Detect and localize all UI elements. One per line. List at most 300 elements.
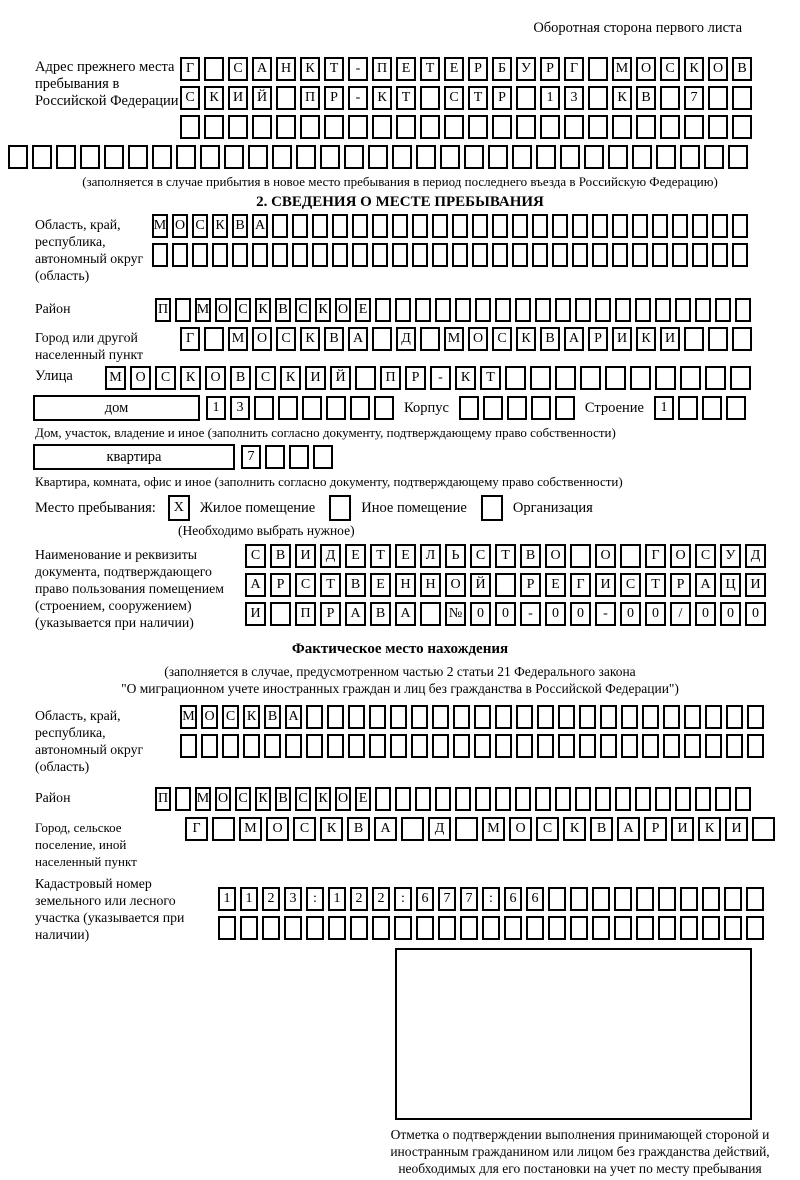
char-cell[interactable] bbox=[512, 214, 528, 238]
char-cell[interactable] bbox=[724, 916, 742, 940]
char-cell[interactable]: Й bbox=[330, 366, 351, 390]
char-cell[interactable]: С bbox=[222, 705, 239, 729]
char-cell[interactable]: С bbox=[295, 787, 311, 811]
char-cell[interactable] bbox=[570, 916, 588, 940]
char-cell[interactable]: 6 bbox=[526, 887, 544, 911]
char-cell[interactable] bbox=[570, 544, 591, 568]
char-cell[interactable] bbox=[507, 396, 527, 420]
char-cell[interactable] bbox=[432, 243, 448, 267]
char-cell[interactable] bbox=[432, 214, 448, 238]
char-cell[interactable] bbox=[292, 214, 308, 238]
char-cell[interactable]: С bbox=[192, 214, 208, 238]
char-cell[interactable]: 7 bbox=[460, 887, 478, 911]
char-cell[interactable] bbox=[708, 86, 728, 110]
char-cell[interactable]: В bbox=[540, 327, 560, 351]
char-cell[interactable] bbox=[348, 734, 365, 758]
char-cell[interactable] bbox=[620, 544, 641, 568]
char-cell[interactable]: 1 bbox=[654, 396, 674, 420]
char-cell[interactable]: Т bbox=[420, 57, 440, 81]
char-cell[interactable]: - bbox=[430, 366, 451, 390]
char-cell[interactable]: И bbox=[725, 817, 748, 841]
char-cell[interactable]: 0 bbox=[495, 602, 516, 626]
char-cell[interactable] bbox=[172, 243, 188, 267]
char-cell[interactable]: 2 bbox=[372, 887, 390, 911]
char-cell[interactable]: К bbox=[372, 86, 392, 110]
char-cell[interactable] bbox=[584, 145, 604, 169]
char-cell[interactable]: Г bbox=[564, 57, 584, 81]
char-cell[interactable] bbox=[372, 327, 392, 351]
char-cell[interactable]: М bbox=[195, 298, 211, 322]
char-cell[interactable]: М bbox=[152, 214, 168, 238]
char-cell[interactable] bbox=[300, 115, 320, 139]
char-cell[interactable]: Н bbox=[420, 573, 441, 597]
char-cell[interactable]: К bbox=[255, 787, 271, 811]
char-cell[interactable] bbox=[532, 214, 548, 238]
char-cell[interactable]: Е bbox=[396, 57, 416, 81]
char-cell[interactable] bbox=[320, 145, 340, 169]
char-cell[interactable] bbox=[605, 366, 626, 390]
char-cell[interactable] bbox=[495, 734, 512, 758]
char-cell[interactable]: А bbox=[252, 214, 268, 238]
char-cell[interactable]: 1 bbox=[328, 887, 346, 911]
char-cell[interactable] bbox=[579, 734, 596, 758]
char-cell[interactable] bbox=[440, 145, 460, 169]
char-cell[interactable] bbox=[572, 243, 588, 267]
char-cell[interactable] bbox=[420, 327, 440, 351]
char-cell[interactable] bbox=[452, 214, 468, 238]
char-cell[interactable] bbox=[615, 787, 631, 811]
char-cell[interactable]: С bbox=[235, 298, 251, 322]
char-cell[interactable] bbox=[348, 115, 368, 139]
char-cell[interactable]: К bbox=[243, 705, 260, 729]
char-cell[interactable] bbox=[395, 787, 411, 811]
char-cell[interactable]: В bbox=[270, 544, 291, 568]
char-cell[interactable] bbox=[655, 787, 671, 811]
char-cell[interactable] bbox=[243, 734, 260, 758]
char-cell[interactable]: 0 bbox=[645, 602, 666, 626]
char-cell[interactable]: Н bbox=[276, 57, 296, 81]
char-cell[interactable] bbox=[453, 734, 470, 758]
char-cell[interactable]: Г bbox=[180, 57, 200, 81]
char-cell[interactable]: Д bbox=[396, 327, 416, 351]
char-cell[interactable] bbox=[375, 298, 391, 322]
char-cell[interactable]: К bbox=[315, 787, 331, 811]
char-cell[interactable]: Н bbox=[395, 573, 416, 597]
char-cell[interactable]: 1 bbox=[240, 887, 258, 911]
char-cell[interactable] bbox=[692, 214, 708, 238]
char-cell[interactable]: И bbox=[612, 327, 632, 351]
char-cell[interactable] bbox=[708, 115, 728, 139]
char-cell[interactable] bbox=[355, 366, 376, 390]
char-cell[interactable] bbox=[684, 705, 701, 729]
char-cell[interactable]: В bbox=[230, 366, 251, 390]
char-cell[interactable]: Й bbox=[470, 573, 491, 597]
char-cell[interactable]: К bbox=[636, 327, 656, 351]
char-cell[interactable]: 0 bbox=[720, 602, 741, 626]
char-cell[interactable] bbox=[552, 243, 568, 267]
char-cell[interactable]: А bbox=[695, 573, 716, 597]
char-cell[interactable] bbox=[474, 734, 491, 758]
char-cell[interactable] bbox=[453, 705, 470, 729]
char-cell[interactable] bbox=[579, 705, 596, 729]
char-cell[interactable]: Р bbox=[320, 602, 341, 626]
char-cell[interactable] bbox=[680, 366, 701, 390]
char-cell[interactable]: Р bbox=[540, 57, 560, 81]
char-cell[interactable]: С bbox=[695, 544, 716, 568]
char-cell[interactable] bbox=[516, 734, 533, 758]
char-cell[interactable]: Д bbox=[320, 544, 341, 568]
char-cell[interactable] bbox=[735, 787, 751, 811]
char-cell[interactable] bbox=[272, 145, 292, 169]
char-cell[interactable]: О bbox=[172, 214, 188, 238]
char-cell[interactable] bbox=[552, 214, 568, 238]
char-cell[interactable] bbox=[505, 366, 526, 390]
char-cell[interactable]: А bbox=[617, 817, 640, 841]
char-cell[interactable] bbox=[658, 916, 676, 940]
char-cell[interactable] bbox=[746, 887, 764, 911]
char-cell[interactable]: А bbox=[285, 705, 302, 729]
char-cell[interactable] bbox=[632, 243, 648, 267]
char-cell[interactable]: М bbox=[195, 787, 211, 811]
char-cell[interactable]: Й bbox=[252, 86, 272, 110]
char-cell[interactable]: О bbox=[215, 298, 231, 322]
char-cell[interactable]: С bbox=[295, 573, 316, 597]
char-cell[interactable] bbox=[708, 327, 728, 351]
char-cell[interactable]: О bbox=[130, 366, 151, 390]
char-cell[interactable]: М bbox=[228, 327, 248, 351]
char-cell[interactable] bbox=[495, 787, 511, 811]
char-cell[interactable]: О bbox=[468, 327, 488, 351]
char-cell[interactable]: 6 bbox=[504, 887, 522, 911]
char-cell[interactable]: М bbox=[482, 817, 505, 841]
char-cell[interactable]: И bbox=[295, 544, 316, 568]
char-cell[interactable] bbox=[515, 787, 531, 811]
char-cell[interactable]: 1 bbox=[218, 887, 236, 911]
char-cell[interactable] bbox=[313, 445, 333, 469]
char-cell[interactable] bbox=[672, 214, 688, 238]
char-cell[interactable] bbox=[652, 243, 668, 267]
char-cell[interactable] bbox=[254, 396, 274, 420]
char-cell[interactable] bbox=[635, 298, 651, 322]
char-cell[interactable]: У bbox=[516, 57, 536, 81]
char-cell[interactable]: С bbox=[235, 787, 251, 811]
char-cell[interactable]: № bbox=[445, 602, 466, 626]
char-cell[interactable] bbox=[411, 705, 428, 729]
char-cell[interactable] bbox=[472, 243, 488, 267]
char-cell[interactable] bbox=[747, 734, 764, 758]
char-cell[interactable] bbox=[530, 366, 551, 390]
char-cell[interactable] bbox=[555, 298, 571, 322]
char-cell[interactable]: М bbox=[180, 705, 197, 729]
char-cell[interactable] bbox=[420, 602, 441, 626]
char-cell[interactable] bbox=[575, 298, 591, 322]
char-cell[interactable] bbox=[415, 298, 431, 322]
char-cell[interactable] bbox=[369, 734, 386, 758]
char-cell[interactable]: 7 bbox=[241, 445, 261, 469]
char-cell[interactable] bbox=[537, 734, 554, 758]
char-cell[interactable]: П bbox=[155, 787, 171, 811]
char-cell[interactable]: И bbox=[245, 602, 266, 626]
char-cell[interactable] bbox=[415, 787, 431, 811]
char-cell[interactable] bbox=[515, 298, 531, 322]
char-cell[interactable] bbox=[536, 145, 556, 169]
stay-organization-checkbox[interactable] bbox=[481, 495, 503, 521]
char-cell[interactable]: В bbox=[275, 298, 291, 322]
char-cell[interactable]: Е bbox=[345, 544, 366, 568]
char-cell[interactable] bbox=[264, 734, 281, 758]
char-cell[interactable]: - bbox=[348, 57, 368, 81]
char-cell[interactable]: Ц bbox=[720, 573, 741, 597]
char-cell[interactable] bbox=[663, 705, 680, 729]
char-cell[interactable] bbox=[564, 115, 584, 139]
char-cell[interactable]: 0 bbox=[470, 602, 491, 626]
char-cell[interactable] bbox=[180, 115, 200, 139]
char-cell[interactable]: К bbox=[300, 327, 320, 351]
char-cell[interactable] bbox=[352, 214, 368, 238]
char-cell[interactable] bbox=[680, 145, 700, 169]
char-cell[interactable] bbox=[474, 705, 491, 729]
char-cell[interactable]: К bbox=[698, 817, 721, 841]
char-cell[interactable]: - bbox=[595, 602, 616, 626]
char-cell[interactable] bbox=[455, 817, 478, 841]
char-cell[interactable] bbox=[702, 887, 720, 911]
char-cell[interactable] bbox=[192, 243, 208, 267]
char-cell[interactable] bbox=[104, 145, 124, 169]
char-cell[interactable] bbox=[289, 445, 309, 469]
char-cell[interactable] bbox=[516, 86, 536, 110]
char-cell[interactable] bbox=[726, 396, 746, 420]
char-cell[interactable] bbox=[248, 145, 268, 169]
char-cell[interactable]: А bbox=[345, 602, 366, 626]
char-cell[interactable] bbox=[374, 396, 394, 420]
char-cell[interactable]: В bbox=[345, 573, 366, 597]
char-cell[interactable] bbox=[658, 887, 676, 911]
char-cell[interactable] bbox=[416, 145, 436, 169]
char-cell[interactable]: К bbox=[212, 214, 228, 238]
char-cell[interactable] bbox=[747, 705, 764, 729]
char-cell[interactable] bbox=[730, 366, 751, 390]
char-cell[interactable] bbox=[472, 214, 488, 238]
char-cell[interactable] bbox=[416, 916, 434, 940]
char-cell[interactable]: А bbox=[245, 573, 266, 597]
char-cell[interactable] bbox=[516, 705, 533, 729]
char-cell[interactable] bbox=[592, 214, 608, 238]
char-cell[interactable] bbox=[612, 115, 632, 139]
char-cell[interactable] bbox=[412, 243, 428, 267]
char-cell[interactable] bbox=[438, 916, 456, 940]
char-cell[interactable] bbox=[375, 787, 391, 811]
char-cell[interactable] bbox=[614, 887, 632, 911]
char-cell[interactable] bbox=[455, 787, 471, 811]
char-cell[interactable]: Г bbox=[180, 327, 200, 351]
char-cell[interactable]: Б bbox=[492, 57, 512, 81]
char-cell[interactable]: К bbox=[204, 86, 224, 110]
char-cell[interactable] bbox=[200, 145, 220, 169]
char-cell[interactable]: О bbox=[205, 366, 226, 390]
char-cell[interactable]: 1 bbox=[540, 86, 560, 110]
char-cell[interactable]: А bbox=[564, 327, 584, 351]
char-cell[interactable] bbox=[482, 916, 500, 940]
char-cell[interactable]: Т bbox=[468, 86, 488, 110]
char-cell[interactable] bbox=[390, 705, 407, 729]
char-cell[interactable] bbox=[705, 366, 726, 390]
char-cell[interactable]: 0 bbox=[695, 602, 716, 626]
char-cell[interactable]: В bbox=[264, 705, 281, 729]
char-cell[interactable]: 2 bbox=[262, 887, 280, 911]
char-cell[interactable] bbox=[555, 787, 571, 811]
char-cell[interactable] bbox=[726, 734, 743, 758]
char-cell[interactable]: К bbox=[255, 298, 271, 322]
char-cell[interactable] bbox=[642, 734, 659, 758]
char-cell[interactable]: 0 bbox=[620, 602, 641, 626]
char-cell[interactable]: С bbox=[492, 327, 512, 351]
char-cell[interactable] bbox=[204, 57, 224, 81]
char-cell[interactable] bbox=[452, 243, 468, 267]
char-cell[interactable] bbox=[368, 145, 388, 169]
char-cell[interactable] bbox=[560, 145, 580, 169]
char-cell[interactable]: : bbox=[482, 887, 500, 911]
char-cell[interactable] bbox=[704, 145, 724, 169]
char-cell[interactable] bbox=[615, 298, 631, 322]
char-cell[interactable] bbox=[652, 214, 668, 238]
char-cell[interactable] bbox=[492, 214, 508, 238]
char-cell[interactable] bbox=[660, 86, 680, 110]
char-cell[interactable] bbox=[537, 705, 554, 729]
char-cell[interactable] bbox=[612, 214, 628, 238]
char-cell[interactable]: К bbox=[300, 57, 320, 81]
char-cell[interactable] bbox=[512, 243, 528, 267]
char-cell[interactable] bbox=[592, 916, 610, 940]
char-cell[interactable] bbox=[372, 214, 388, 238]
char-cell[interactable] bbox=[712, 243, 728, 267]
char-cell[interactable] bbox=[232, 243, 248, 267]
char-cell[interactable]: : bbox=[306, 887, 324, 911]
char-cell[interactable] bbox=[392, 214, 408, 238]
char-cell[interactable] bbox=[570, 887, 588, 911]
char-cell[interactable] bbox=[372, 916, 390, 940]
char-cell[interactable]: С bbox=[536, 817, 559, 841]
char-cell[interactable] bbox=[702, 916, 720, 940]
char-cell[interactable] bbox=[548, 887, 566, 911]
char-cell[interactable] bbox=[411, 734, 428, 758]
char-cell[interactable] bbox=[435, 787, 451, 811]
char-cell[interactable]: 1 bbox=[206, 396, 226, 420]
char-cell[interactable]: К bbox=[684, 57, 704, 81]
char-cell[interactable]: Т bbox=[370, 544, 391, 568]
char-cell[interactable] bbox=[656, 145, 676, 169]
char-cell[interactable] bbox=[732, 243, 748, 267]
char-cell[interactable] bbox=[483, 396, 503, 420]
char-cell[interactable] bbox=[595, 298, 611, 322]
char-cell[interactable]: Е bbox=[355, 298, 371, 322]
char-cell[interactable] bbox=[572, 214, 588, 238]
char-cell[interactable] bbox=[600, 734, 617, 758]
char-cell[interactable]: В bbox=[520, 544, 541, 568]
char-cell[interactable] bbox=[621, 734, 638, 758]
char-cell[interactable]: - bbox=[520, 602, 541, 626]
char-cell[interactable]: О bbox=[509, 817, 532, 841]
char-cell[interactable] bbox=[328, 916, 346, 940]
char-cell[interactable] bbox=[526, 916, 544, 940]
char-cell[interactable]: Г bbox=[645, 544, 666, 568]
char-cell[interactable]: Т bbox=[324, 57, 344, 81]
char-cell[interactable]: О bbox=[670, 544, 691, 568]
char-cell[interactable] bbox=[395, 298, 411, 322]
char-cell[interactable] bbox=[660, 115, 680, 139]
char-cell[interactable]: 2 bbox=[350, 887, 368, 911]
char-cell[interactable]: Т bbox=[396, 86, 416, 110]
char-cell[interactable] bbox=[732, 86, 752, 110]
char-cell[interactable]: М bbox=[239, 817, 262, 841]
char-cell[interactable]: О bbox=[445, 573, 466, 597]
char-cell[interactable]: О bbox=[545, 544, 566, 568]
char-cell[interactable]: А bbox=[252, 57, 272, 81]
char-cell[interactable] bbox=[175, 787, 191, 811]
char-cell[interactable] bbox=[726, 705, 743, 729]
char-cell[interactable]: И bbox=[745, 573, 766, 597]
char-cell[interactable] bbox=[312, 243, 328, 267]
char-cell[interactable]: Р bbox=[270, 573, 291, 597]
char-cell[interactable]: П bbox=[300, 86, 320, 110]
char-cell[interactable]: С bbox=[155, 366, 176, 390]
char-cell[interactable] bbox=[348, 705, 365, 729]
char-cell[interactable]: П bbox=[380, 366, 401, 390]
char-cell[interactable] bbox=[636, 916, 654, 940]
char-cell[interactable] bbox=[612, 243, 628, 267]
char-cell[interactable] bbox=[392, 145, 412, 169]
char-cell[interactable] bbox=[152, 243, 168, 267]
char-cell[interactable]: Р bbox=[492, 86, 512, 110]
char-cell[interactable] bbox=[8, 145, 28, 169]
char-cell[interactable]: В bbox=[732, 57, 752, 81]
char-cell[interactable] bbox=[492, 243, 508, 267]
char-cell[interactable] bbox=[635, 787, 651, 811]
char-cell[interactable]: А bbox=[374, 817, 397, 841]
char-cell[interactable] bbox=[420, 86, 440, 110]
char-cell[interactable]: П bbox=[372, 57, 392, 81]
char-cell[interactable] bbox=[460, 916, 478, 940]
char-cell[interactable] bbox=[444, 115, 464, 139]
char-cell[interactable] bbox=[435, 298, 451, 322]
char-cell[interactable]: 3 bbox=[230, 396, 250, 420]
char-cell[interactable] bbox=[306, 734, 323, 758]
char-cell[interactable] bbox=[180, 734, 197, 758]
char-cell[interactable] bbox=[324, 115, 344, 139]
char-cell[interactable]: С bbox=[620, 573, 641, 597]
char-cell[interactable]: Р bbox=[520, 573, 541, 597]
char-cell[interactable] bbox=[680, 887, 698, 911]
char-cell[interactable]: О bbox=[252, 327, 272, 351]
char-cell[interactable] bbox=[175, 298, 191, 322]
char-cell[interactable] bbox=[746, 916, 764, 940]
char-cell[interactable] bbox=[350, 396, 370, 420]
char-cell[interactable] bbox=[296, 145, 316, 169]
char-cell[interactable] bbox=[715, 787, 731, 811]
char-cell[interactable] bbox=[752, 817, 775, 841]
char-cell[interactable]: В bbox=[636, 86, 656, 110]
char-cell[interactable] bbox=[592, 243, 608, 267]
char-cell[interactable] bbox=[204, 115, 224, 139]
char-cell[interactable] bbox=[512, 145, 532, 169]
char-cell[interactable] bbox=[420, 115, 440, 139]
char-cell[interactable]: А bbox=[348, 327, 368, 351]
char-cell[interactable] bbox=[228, 115, 248, 139]
char-cell[interactable] bbox=[678, 396, 698, 420]
char-cell[interactable] bbox=[675, 787, 691, 811]
char-cell[interactable]: И bbox=[305, 366, 326, 390]
char-cell[interactable]: О bbox=[708, 57, 728, 81]
char-cell[interactable]: В bbox=[590, 817, 613, 841]
